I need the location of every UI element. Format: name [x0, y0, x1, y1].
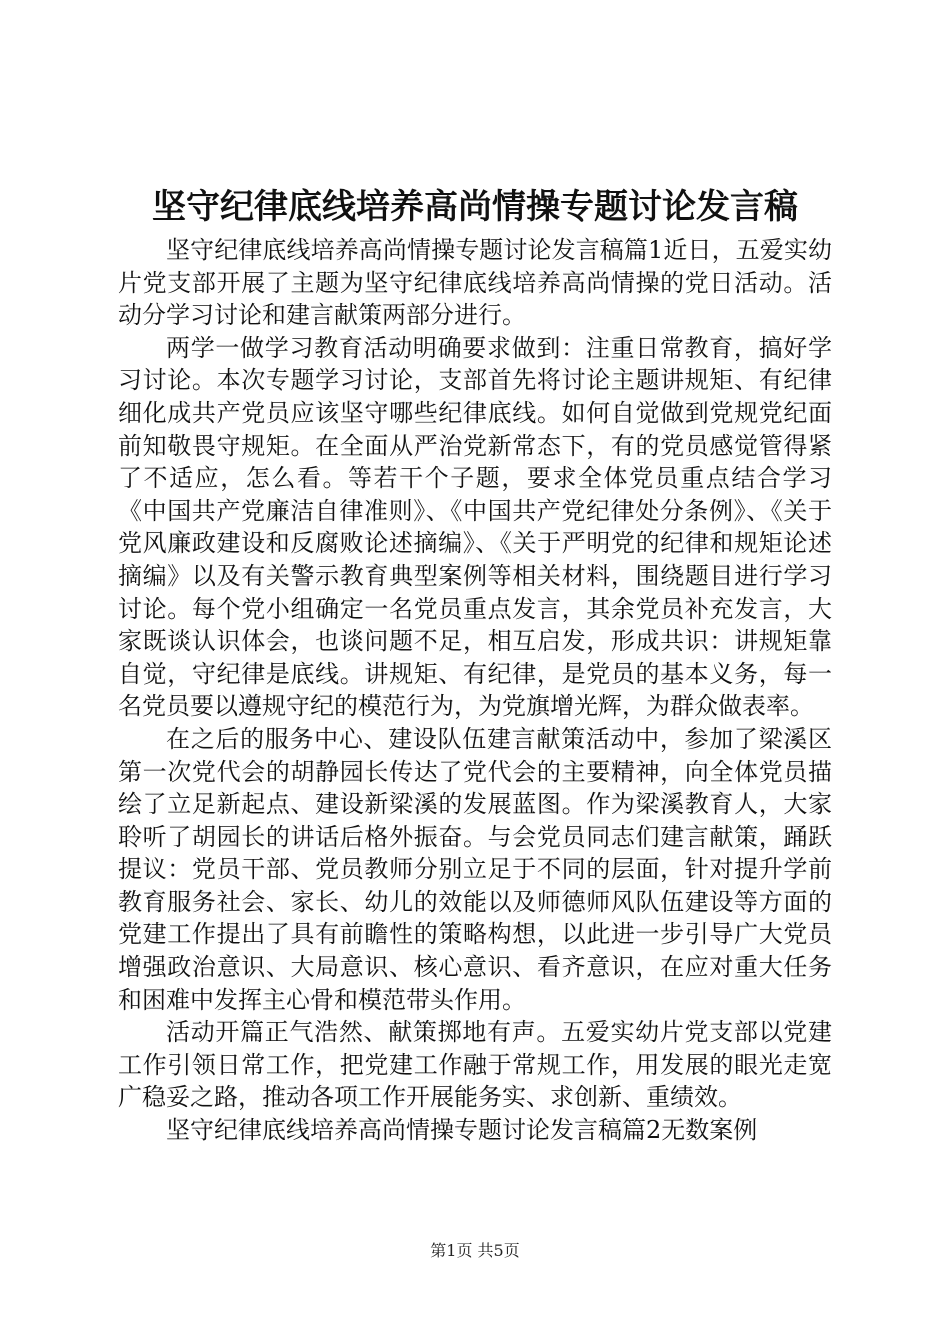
paragraph: 两学一做学习教育活动明确要求做到：注重日常教育，搞好学习讨论。本次专题学习讨论，支部首先将讨论主题讲规矩、有纪律细化成共产党员应该坚守哪些纪律底线。如何自觉做到党规党纪面前知敬畏守规矩。在全面从严治党新常态下，有的党员感觉管得紧了不适应，怎么看。等若干个子题，要求全体党员重点结合学习《中国共产党廉洁自律准则》、《中国共产党纪律处分条例》、《关于党风廉政建设和反腐败论述摘编》、《关于严明党的纪律和规矩论述摘编》以及有关警示教育典型案例等相关材料，围绕题目进行学习讨论。每个党小组确定一名党员重点发言，其余党员补充发言，大家既谈认识体会，也谈问题不足，相互启发，形成共识：讲规矩靠自觉，守纪律是底线。讲规矩、有纪律，是党员的基本义务，每一名党员要以遵规守纪的模范行为，为党旗增光辉，为群众做表率。: [118, 333, 832, 721]
page-footer: 第1页 共5页: [430, 1241, 520, 1260]
document-body: [118, 234, 832, 1147]
document-title: 坚守纪律底线培养高尚情操专题讨论发言稿: [152, 187, 798, 227]
paragraph: 在之后的服务中心、建设队伍建言献策活动中，参加了梁溪区第一次党代会的胡静园长传达了党代会的主要精神，向全体党员描绘了立足新起点、建设新梁溪的发展蓝图。作为梁溪教育人，大家聆听了胡园长的讲话后格外振奋。与会党员同志们建言献策，踊跃提议：党员干部、党员教师分别立足于不同的层面，针对提升学前教育服务社会、家长、幼儿的效能以及师德师风队伍建设等方面的党建工作提出了具有前瞻性的策略构想，以此进一步引导广大党员增强政治意识、大局意识、核心意识、看齐意识，在应对重大任务和困难中发挥主心骨和模范带头作用。: [118, 724, 832, 1014]
paragraph: 坚守纪律底线培养高尚情操专题讨论发言稿篇1近日，五爱实幼片党支部开展了主题为坚守纪律底线培养高尚情操的党日活动。活动分学习讨论和建言献策两部分进行。: [118, 236, 832, 330]
paragraph: 活动开篇正气浩然、献策掷地有声。五爱实幼片党支部以党建工作引领日常工作，把党建工作融于常规工作，用发展的眼光走宽广稳妥之路，推动各项工作开展能务实、求创新、重绩效。: [118, 1018, 832, 1112]
paragraph: 坚守纪律底线培养高尚情操专题讨论发言稿篇2无数案例: [166, 1116, 758, 1145]
